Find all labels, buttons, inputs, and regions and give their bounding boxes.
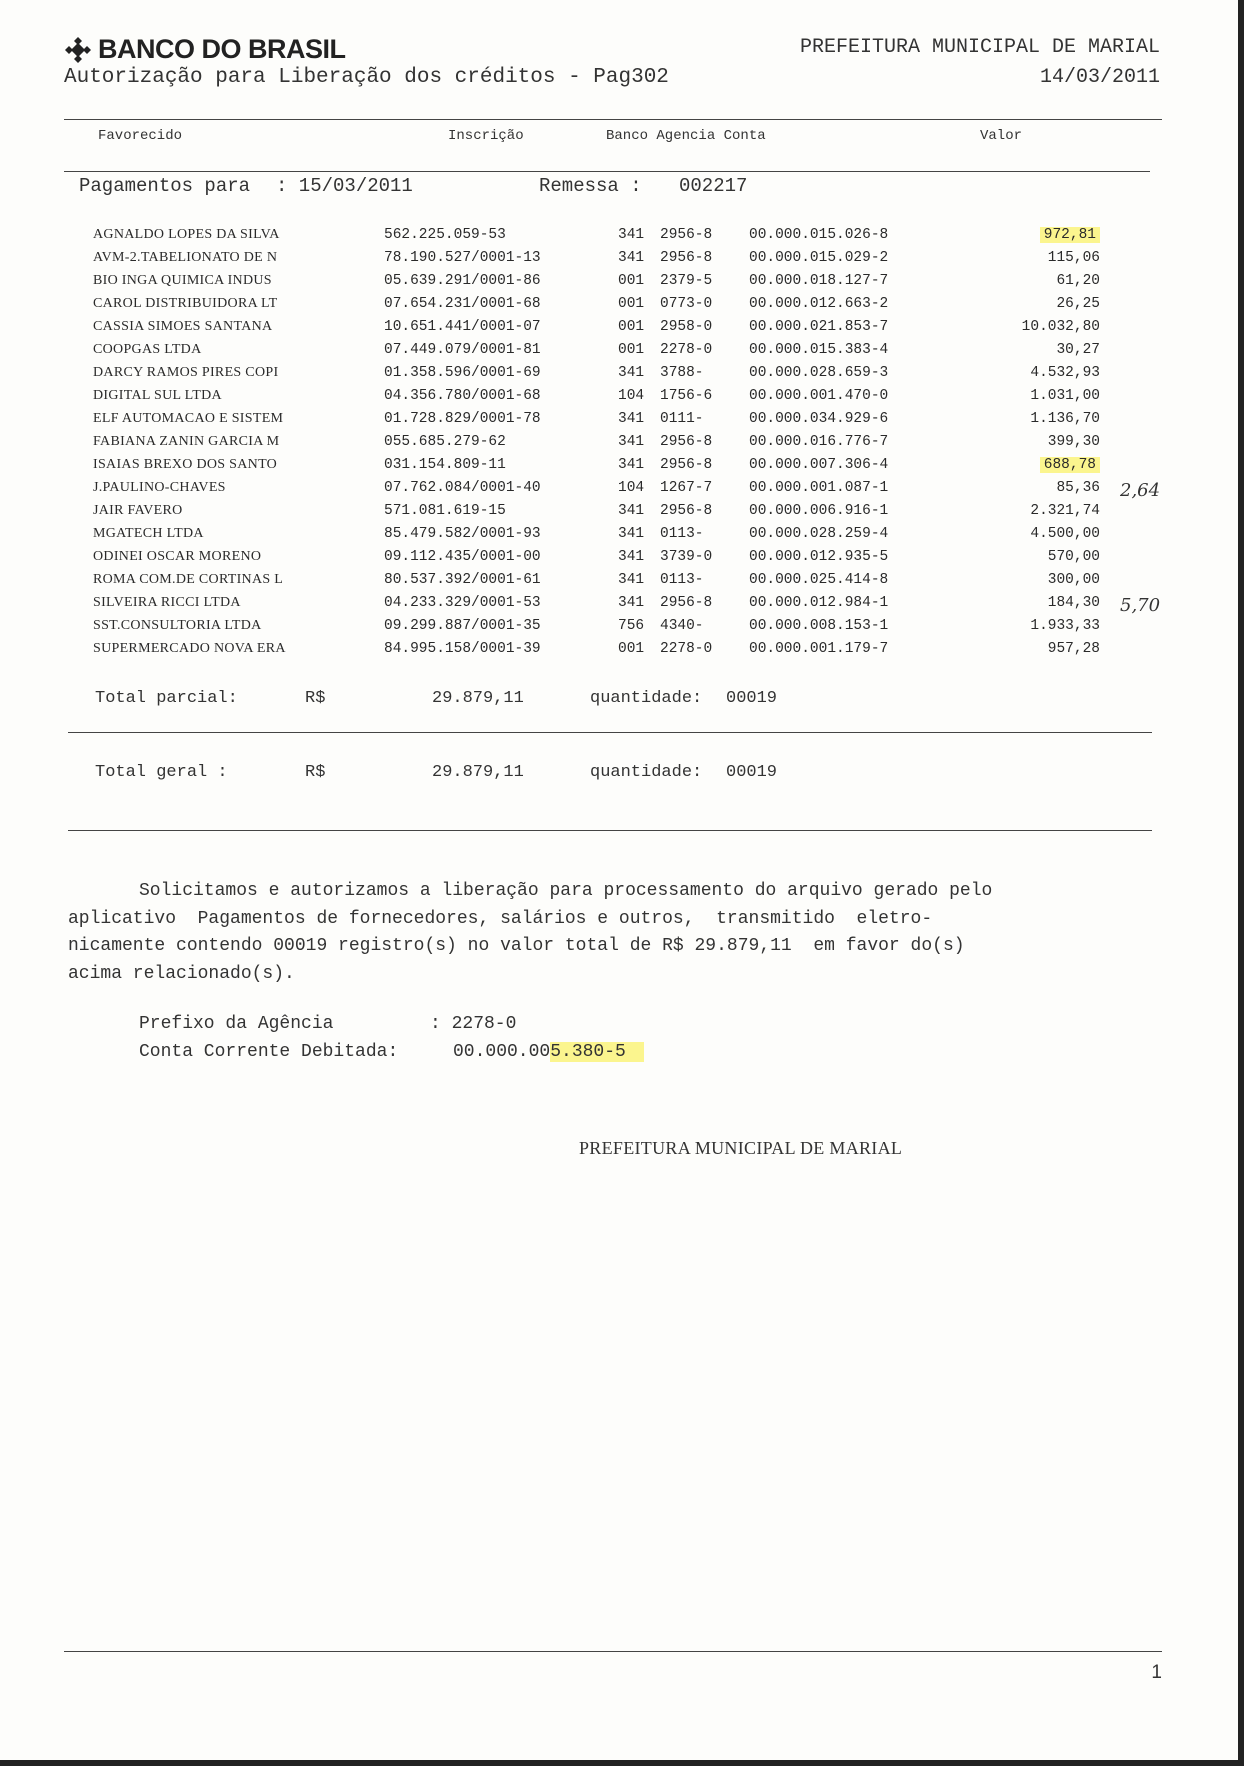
valor-cell: 184,30	[1047, 595, 1100, 611]
paragraph-line-2: aplicativo Pagamentos de fornecedores, salários e outros, transmitido eletro-	[68, 908, 933, 929]
banco-cell: 341	[618, 503, 645, 519]
conta-value	[453, 1042, 644, 1062]
favorecido-cell: CASSIA SIMOES SANTANA	[93, 319, 273, 334]
paragraph-line-1: Solicitamos e autorizamos a liberação para processamento do arquivo gerado pelo	[139, 881, 993, 901]
total-parcial-currency: R$	[305, 689, 326, 708]
conta-cell: 00.000.025.414-8	[749, 572, 889, 588]
remessa-label: Remessa :	[539, 175, 642, 197]
scan-edge-bottom	[0, 1760, 1244, 1766]
header-divider	[64, 119, 1162, 120]
totals-divider	[68, 732, 1152, 733]
agencia-cell: 0111-	[660, 411, 704, 427]
table-row	[0, 250, 1244, 273]
table-row	[0, 526, 1244, 549]
inscricao-cell: 055.685.279-62	[384, 434, 506, 450]
inscricao-cell: 84.995.158/0001-39	[384, 641, 541, 657]
inscricao-cell: 04.356.780/0001-68	[384, 388, 541, 404]
favorecido-cell: AGNALDO LOPES DA SILVA	[93, 227, 280, 242]
valor-cell	[1040, 227, 1100, 243]
agencia-cell: 1267-7	[660, 480, 713, 496]
remessa-value: 002217	[679, 175, 748, 197]
inscricao-cell: 05.639.291/0001-86	[384, 273, 541, 289]
paragraph-line-4: acima relacionado(s).	[68, 963, 295, 984]
signoff-organization: PREFEITURA MUNICIPAL DE MARIAL	[579, 1138, 903, 1158]
banco-cell: 104	[618, 388, 645, 404]
valor-cell: 1.933,33	[1030, 618, 1100, 634]
conta-value-highlight: 5.380-5	[550, 1042, 644, 1062]
table-row	[0, 480, 1244, 503]
inscricao-cell: 80.537.392/0001-61	[384, 572, 541, 588]
conta-cell: 00.000.008.153-1	[749, 618, 889, 634]
banco-cell: 341	[618, 572, 645, 588]
conta-cell: 00.000.012.663-2	[749, 296, 889, 312]
valor-cell: 26,25	[1056, 296, 1100, 312]
inscricao-cell: 01.728.829/0001-78	[384, 411, 541, 427]
total-geral-qty-value: 00019	[726, 763, 778, 782]
table-row	[0, 572, 1244, 595]
favorecido-cell: FABIANA ZANIN GARCIA M	[93, 434, 280, 449]
banco-cell: 001	[618, 273, 645, 289]
paragraph-line-3: nicamente contendo 00019 registro(s) no valor total de R$ 29.879,11 em favor do(s)	[68, 936, 965, 956]
handwritten-note: 5,70	[1120, 595, 1161, 616]
agencia-value: : 2278-0	[430, 1014, 517, 1034]
favorecido-cell: ELF AUTOMACAO E SISTEM	[93, 411, 284, 426]
column-header-valor: Valor	[980, 128, 1023, 144]
favorecido-cell: SST.CONSULTORIA LTDA	[93, 618, 262, 633]
valor-cell: 30,27	[1056, 342, 1100, 358]
inscricao-cell: 07.449.079/0001-81	[384, 342, 541, 358]
valor-highlight: 972,81	[1040, 227, 1100, 243]
document-title: Autorização para Liberação dos créditos - Pag302	[64, 66, 669, 89]
agencia-cell: 2956-8	[660, 250, 713, 266]
favorecido-cell: COOPGAS LTDA	[93, 342, 202, 357]
agencia-cell: 3788-	[660, 365, 704, 381]
organization-name: PREFEITURA MUNICIPAL DE MARIAL	[799, 36, 1160, 59]
conta-cell: 00.000.012.935-5	[749, 549, 889, 565]
conta-cell: 00.000.001.470-0	[749, 388, 889, 404]
favorecido-cell: SILVEIRA RICCI LTDA	[93, 595, 241, 610]
favorecido-cell: AVM-2.TABELIONATO DE N	[93, 250, 278, 265]
banco-cell: 341	[618, 227, 645, 243]
agencia-cell: 2958-0	[660, 319, 713, 335]
valor-cell: 399,30	[1047, 434, 1100, 450]
authorization-paragraph	[68, 878, 1144, 988]
agencia-cell: 2278-0	[660, 641, 713, 657]
total-geral-amount: 29.879,11	[432, 763, 524, 782]
valor-cell: 1.031,00	[1030, 388, 1100, 404]
agencia-cell: 1756-6	[660, 388, 713, 404]
inscricao-cell: 031.154.809-11	[384, 457, 506, 473]
inscricao-cell: 09.112.435/0001-00	[384, 549, 541, 565]
agencia-cell: 4340-	[660, 618, 704, 634]
table-row	[0, 503, 1244, 526]
conta-cell: 00.000.015.029-2	[749, 250, 889, 266]
table-row	[0, 457, 1244, 480]
table-row	[0, 365, 1244, 388]
agencia-cell: 2956-8	[660, 457, 713, 473]
bank-name: BANCO DO BRASIL	[98, 34, 346, 64]
table-row	[0, 411, 1244, 434]
total-parcial-label: Total parcial:	[95, 689, 238, 708]
inscricao-cell: 571.081.619-15	[384, 503, 506, 519]
table-row	[0, 319, 1244, 342]
banco-cell: 756	[618, 618, 645, 634]
agencia-cell: 2956-8	[660, 227, 713, 243]
valor-cell: 300,00	[1047, 572, 1100, 588]
valor-cell: 2.321,74	[1030, 503, 1100, 519]
favorecido-cell: CAROL DISTRIBUIDORA LT	[93, 296, 278, 311]
conta-cell: 00.000.028.659-3	[749, 365, 889, 381]
valor-cell: 10.032,80	[1021, 319, 1100, 335]
column-header-banco-agencia-conta: Banco Agencia Conta	[606, 128, 766, 144]
valor-cell: 115,06	[1047, 250, 1100, 266]
conta-cell: 00.000.007.306-4	[749, 457, 889, 473]
total-parcial-qty-value: 00019	[726, 689, 778, 708]
favorecido-cell: BIO INGA QUIMICA INDUS	[93, 273, 272, 288]
conta-cell: 00.000.001.179-7	[749, 641, 889, 657]
inscricao-cell: 09.299.887/0001-35	[384, 618, 541, 634]
conta-cell: 00.000.021.853-7	[749, 319, 889, 335]
conta-cell: 00.000.028.259-4	[749, 526, 889, 542]
favorecido-cell: DIGITAL SUL LTDA	[93, 388, 222, 403]
conta-cell: 00.000.006.916-1	[749, 503, 889, 519]
agencia-cell: 0113-	[660, 526, 704, 542]
table-row	[0, 227, 1244, 250]
document-date: 14/03/2011	[1039, 66, 1160, 89]
page-number: 1	[1151, 1662, 1162, 1683]
inscricao-cell: 01.358.596/0001-69	[384, 365, 541, 381]
conta-value-plain: 00.000.00	[453, 1042, 551, 1062]
column-divider	[64, 171, 1150, 172]
total-parcial-amount: 29.879,11	[432, 689, 524, 708]
agencia-cell: 0113-	[660, 572, 704, 588]
conta-cell: 00.000.018.127-7	[749, 273, 889, 289]
valor-cell: 4.500,00	[1030, 526, 1100, 542]
banco-cell: 341	[618, 434, 645, 450]
column-header-inscricao: Inscrição	[448, 128, 524, 144]
payment-date: : 15/03/2011	[276, 175, 413, 197]
valor-highlight: 688,78	[1040, 457, 1100, 473]
banco-cell: 341	[618, 549, 645, 565]
banco-cell: 104	[618, 480, 645, 496]
inscricao-cell: 10.651.441/0001-07	[384, 319, 541, 335]
column-header-favorecido: Favorecido	[98, 128, 183, 144]
table-row	[0, 273, 1244, 296]
banco-cell: 001	[618, 641, 645, 657]
favorecido-cell: SUPERMERCADO NOVA ERA	[93, 641, 286, 656]
banco-cell: 001	[618, 319, 645, 335]
agencia-cell: 2278-0	[660, 342, 713, 358]
banco-cell: 001	[618, 342, 645, 358]
table-row	[0, 434, 1244, 457]
conta-cell: 00.000.015.383-4	[749, 342, 889, 358]
payment-label: Pagamentos para	[79, 175, 251, 197]
table-row	[0, 618, 1244, 641]
conta-cell: 00.000.012.984-1	[749, 595, 889, 611]
agencia-cell: 0773-0	[660, 296, 713, 312]
valor-cell: 85,36	[1056, 480, 1100, 496]
table-row	[0, 549, 1244, 572]
table-row	[0, 595, 1244, 618]
favorecido-cell: ISAIAS BREXO DOS SANTO	[93, 457, 278, 472]
bank-logo	[64, 34, 346, 65]
agencia-cell: 2956-8	[660, 434, 713, 450]
valor-cell: 570,00	[1047, 549, 1100, 565]
table-row	[0, 388, 1244, 411]
agencia-cell: 2956-8	[660, 503, 713, 519]
valor-cell: 957,28	[1047, 641, 1100, 657]
bank-logo-icon	[64, 36, 92, 64]
conta-cell: 00.000.034.929-6	[749, 411, 889, 427]
banco-cell: 341	[618, 457, 645, 473]
agencia-cell: 3739-0	[660, 549, 713, 565]
table-row	[0, 641, 1244, 664]
inscricao-cell: 04.233.329/0001-53	[384, 595, 541, 611]
total-geral-currency: R$	[305, 763, 326, 782]
favorecido-cell: ROMA COM.DE CORTINAS L	[93, 572, 284, 587]
banco-cell: 341	[618, 365, 645, 381]
banco-cell: 341	[618, 595, 645, 611]
handwritten-note: 2,64	[1120, 480, 1161, 501]
conta-label: Conta Corrente Debitada:	[139, 1042, 399, 1062]
banco-cell: 001	[618, 296, 645, 312]
inscricao-cell: 78.190.527/0001-13	[384, 250, 541, 266]
total-geral-label: Total geral :	[95, 763, 228, 782]
scan-edge-right	[1238, 0, 1244, 1766]
banco-cell: 341	[618, 526, 645, 542]
inscricao-cell: 07.654.231/0001-68	[384, 296, 541, 312]
conta-cell: 00.000.001.087-1	[749, 480, 889, 496]
agencia-label: Prefixo da Agência	[139, 1014, 334, 1034]
valor-cell: 61,20	[1056, 273, 1100, 289]
banco-cell: 341	[618, 250, 645, 266]
favorecido-cell: ODINEI OSCAR MORENO	[93, 549, 262, 564]
total-geral-qty-label: quantidade:	[590, 763, 703, 782]
favorecido-cell: JAIR FAVERO	[93, 503, 183, 518]
conta-cell: 00.000.015.026-8	[749, 227, 889, 243]
table-row	[0, 296, 1244, 319]
valor-cell: 1.136,70	[1030, 411, 1100, 427]
conta-cell: 00.000.016.776-7	[749, 434, 889, 450]
valor-cell: 4.532,93	[1030, 365, 1100, 381]
total-parcial-qty-label: quantidade:	[590, 689, 703, 708]
banco-cell: 341	[618, 411, 645, 427]
favorecido-cell: J.PAULINO-CHAVES	[93, 480, 226, 495]
summary-divider	[68, 830, 1152, 831]
inscricao-cell: 562.225.059-53	[384, 227, 506, 243]
inscricao-cell: 07.762.084/0001-40	[384, 480, 541, 496]
agencia-cell: 2956-8	[660, 595, 713, 611]
agencia-cell: 2379-5	[660, 273, 713, 289]
table-row	[0, 342, 1244, 365]
footer-divider	[64, 1651, 1162, 1652]
inscricao-cell: 85.479.582/0001-93	[384, 526, 541, 542]
favorecido-cell: MGATECH LTDA	[93, 526, 204, 541]
favorecido-cell: DARCY RAMOS PIRES COPI	[93, 365, 279, 380]
valor-cell	[1040, 457, 1100, 473]
